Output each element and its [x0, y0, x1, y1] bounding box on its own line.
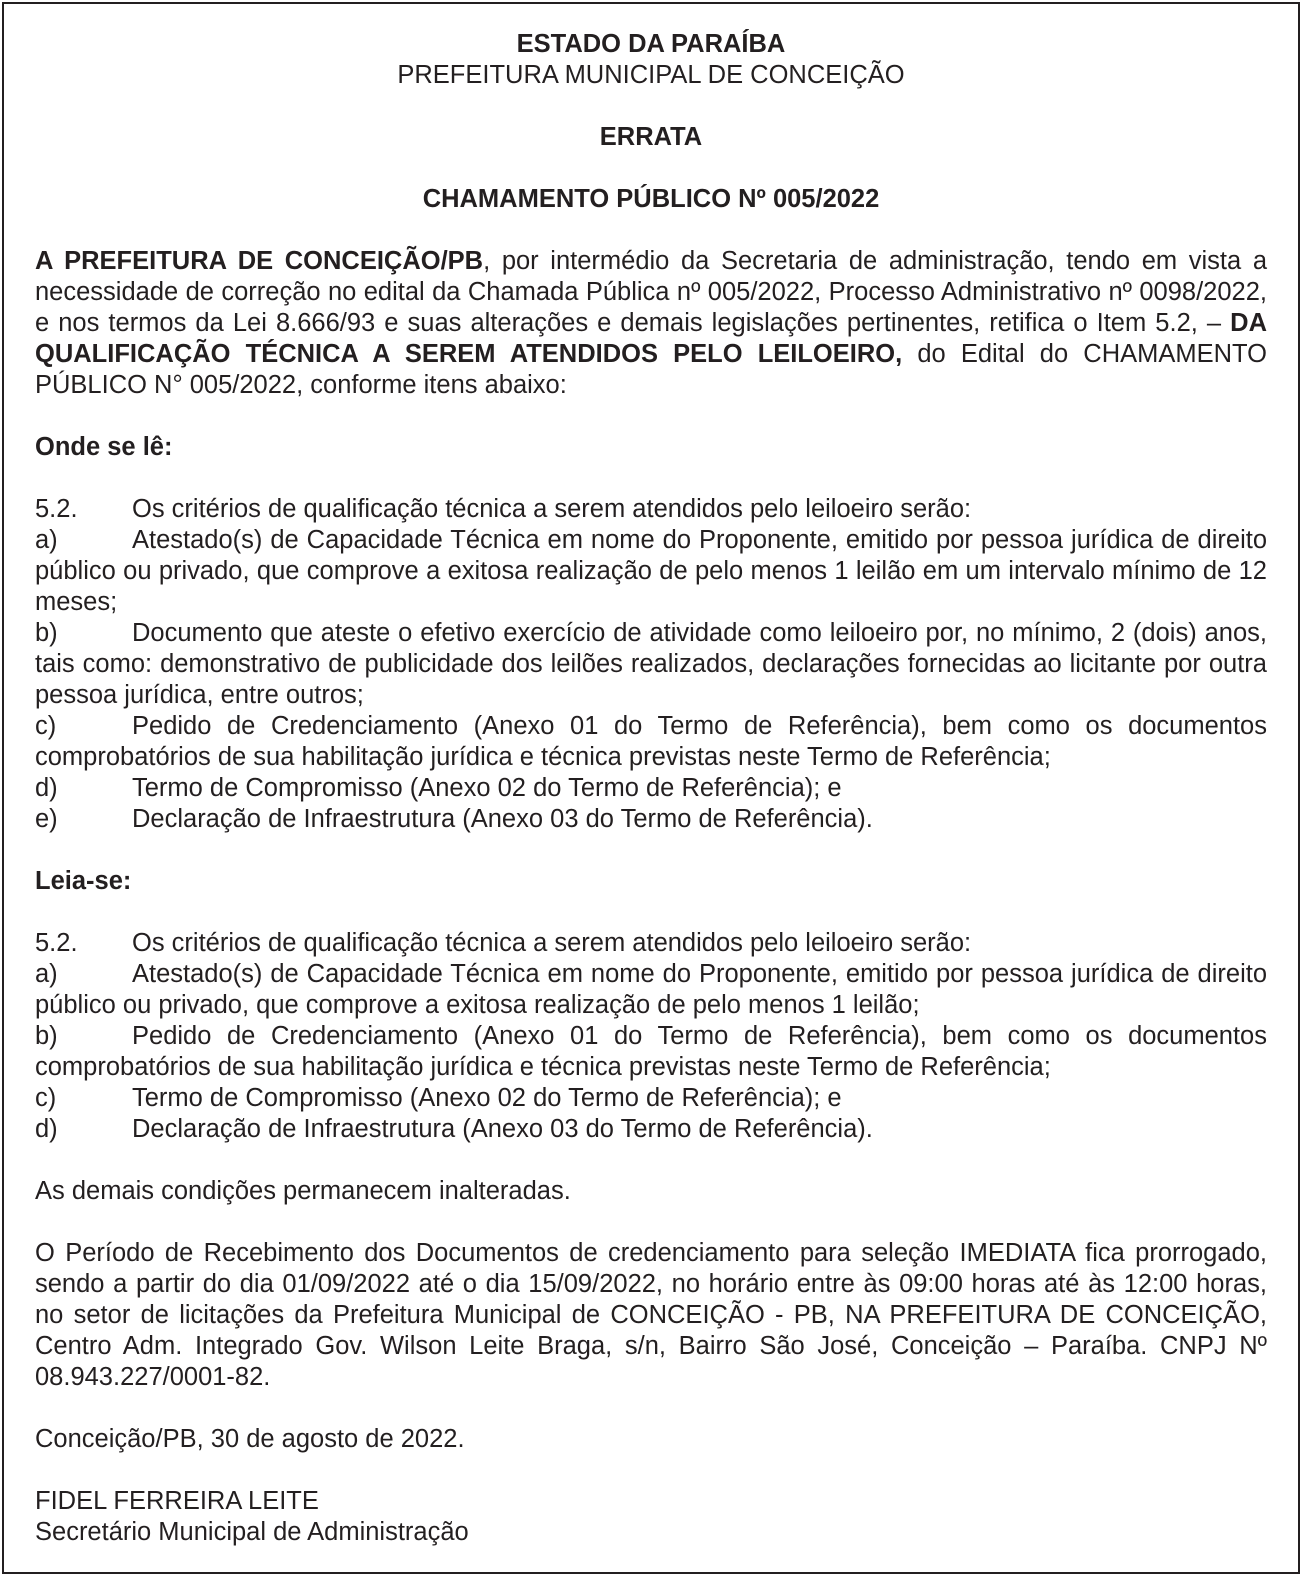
municipality-heading: PREFEITURA MUNICIPAL DE CONCEIÇÃO	[397, 61, 905, 89]
signer-name: FIDEL FERREIRA LEITE	[35, 1487, 319, 1515]
list-item: c) Pedido de Credenciamento (Anexo 01 do Termo de Referência), bem como os documentos comprobatórios de sua habilitação jurídica e técnica previstas neste Termo de Referência;	[35, 712, 1267, 771]
page-title: CHAMAMENTO PÚBLICO Nº 005/2022	[422, 185, 880, 213]
list-item: e) Declaração de Infraestrutura (Anexo 03 do Termo de Referência).	[35, 805, 873, 833]
intro-bold-start: A PREFEITURA DE CONCEIÇÃO/PB	[35, 247, 484, 275]
intro-text-2: do Edital do CHAMAMENTO PÚBLICO N° 005/2022, conforme itens abaixo:	[35, 340, 1267, 399]
document-body	[35, 29, 1267, 1548]
list-item: 5.2. Os critérios de qualificação técnica a serem atendidos pelo leiloeiro serão:	[35, 495, 972, 523]
period-paragraph: O Período de Recebimento dos Documentos de credenciamento para seleção IMEDIATA fica prorrogado, sendo a partir do dia 01/09/2022 até o dia 15/09/2022, no horário entre às 09:00 horas até às 12:00 horas, no setor de licitações da Prefeitura Municipal de CONCEIÇÃO - PB, NA PREFEITURA DE CONCEIÇÃO, Centro Adm. Integrado Gov. Wilson Leite Braga, s/n, Bairro São José, Conceição – Paraíba. CNPJ Nº 08.943.227/0001-82.	[35, 1239, 1267, 1391]
doc-type-heading: ERRATA	[599, 123, 703, 151]
intro-paragraph	[35, 246, 1267, 401]
list-item: a) Atestado(s) de Capacidade Técnica em nome do Proponente, emitido por pessoa jurídica de direito público ou privado, que comprove a exitosa realização de pelo menos 1 leilão;	[35, 960, 1267, 1019]
onde-se-le-list	[35, 494, 1267, 835]
list-item: b) Documento que ateste o efetivo exercício de atividade como leiloeiro por, no mínimo, 2 (dois) anos, tais como: demonstrativo de publicidade dos leilões realizados, declarações fornecidas ao licitante por outra pessoa jurídica, entre outros;	[35, 619, 1267, 709]
list-item: b) Pedido de Credenciamento (Anexo 01 do Termo de Referência), bem como os documentos comprobatórios de sua habilitação jurídica e técnica previstas neste Termo de Referência;	[35, 1022, 1267, 1081]
list-item: a) Atestado(s) de Capacidade Técnica em nome do Proponente, emitido por pessoa jurídica de direito público ou privado, que comprove a exitosa realização de pelo menos 1 leilão em um intervalo mínimo de 12 meses;	[35, 526, 1267, 616]
list-item: d) Declaração de Infraestrutura (Anexo 03 do Termo de Referência).	[35, 1115, 873, 1143]
intro-bold-mid: DA QUALIFICAÇÃO TÉCNICA A SEREM ATENDIDOS PELO LEILOEIRO,	[35, 309, 1267, 368]
list-item: c) Termo de Compromisso (Anexo 02 do Termo de Referência); e	[35, 1084, 842, 1112]
place-date: Conceição/PB, 30 de agosto de 2022.	[35, 1425, 465, 1453]
list-item: 5.2. Os critérios de qualificação técnica a serem atendidos pelo leiloeiro serão:	[35, 929, 972, 957]
onde-se-le-heading: Onde se lê:	[35, 433, 173, 461]
list-item: d) Termo de Compromisso (Anexo 02 do Termo de Referência); e	[35, 774, 842, 802]
state-heading: ESTADO DA PARAÍBA	[516, 30, 786, 58]
intro-text-1: , por intermédio da Secretaria de administração, tendo em vista a necessidade de correção no edital da Chamada Pública nº 005/2022, Processo Administrativo nº 0098/2022, e nos termos da Lei 8.666/93 e suas alterações e demais legislações pertinentes, retifica o Item 5.2, –	[35, 247, 1267, 337]
leia-se-list	[35, 928, 1267, 1145]
document-page	[2, 2, 1300, 1574]
unchanged-note: As demais condições permanecem inalteradas.	[35, 1177, 571, 1205]
leia-se-heading: Leia-se:	[35, 867, 132, 895]
signer-role: Secretário Municipal de Administração	[35, 1518, 469, 1546]
